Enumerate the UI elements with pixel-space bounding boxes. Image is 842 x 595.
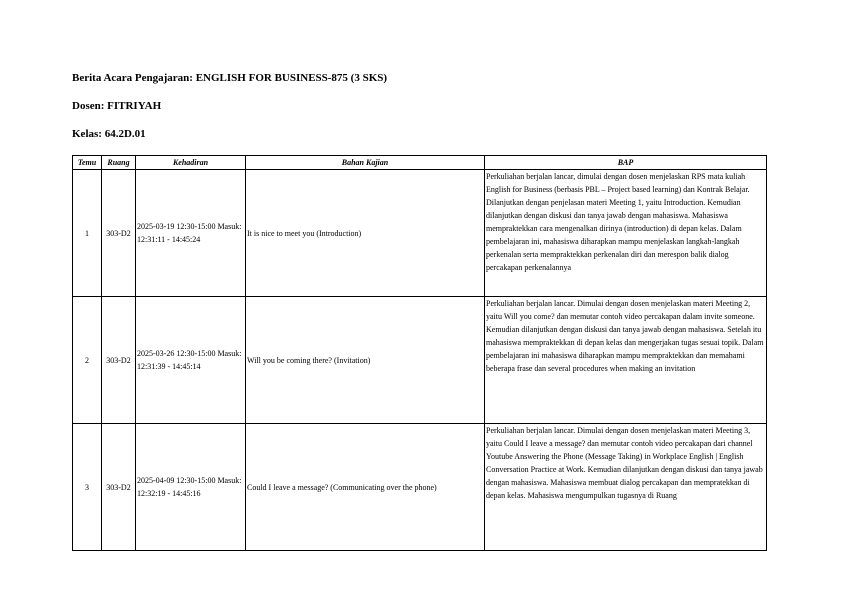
cell-kehadiran: 2025-03-26 12:30-15:00 Masuk: 12:31:39 - 14:45:14 bbox=[136, 297, 246, 424]
column-header-kehadiran: Kehadiran bbox=[136, 156, 246, 170]
cell-ruang: 303-D2 bbox=[102, 297, 136, 424]
cell-ruang: 303-D2 bbox=[102, 424, 136, 551]
bap-text: Perkuliahan berjalan lancar. Dimulai dengan dosen menjelaskan materi Meeting 3, yaitu Could I leave a message? dan memutar contoh video percakapan dari channel Youtube Answering the Phone (Message Taking) in Workplace English | English Conversation Practice at Work. Kemudian dilanjutkan dengan diskusi dan tanya jawab dengan mahasiswa. Mahasiswa membuat dialog percakapan dan mempratekkan di depan kelas. Mahasiswa mengumpulkan tugasnya di Ruang bbox=[486, 426, 763, 500]
column-header-temu: Temu bbox=[73, 156, 102, 170]
cell-bap bbox=[485, 170, 767, 297]
cell-bap bbox=[485, 424, 767, 551]
bap-table bbox=[72, 155, 767, 551]
cell-bahan-kajian: Could I leave a message? (Communicating over the phone) bbox=[246, 424, 485, 551]
cell-ruang: 303-D2 bbox=[102, 170, 136, 297]
cell-kehadiran: 2025-04-09 12:30-15:00 Masuk: 12:32:19 - 14:45:16 bbox=[136, 424, 246, 551]
document-title: Berita Acara Pengajaran: ENGLISH FOR BUSINESS-875 (3 SKS) bbox=[72, 72, 388, 84]
table-row bbox=[73, 424, 767, 551]
cell-temu: 1 bbox=[73, 170, 102, 297]
table-row bbox=[73, 297, 767, 424]
cell-temu: 2 bbox=[73, 297, 102, 424]
class-label: Kelas: 64.2D.01 bbox=[72, 128, 146, 140]
cell-bahan-kajian: Will you be coming there? (Invitation) bbox=[246, 297, 485, 424]
table-header-row bbox=[73, 156, 767, 170]
lecturer-label: Dosen: FITRIYAH bbox=[72, 100, 162, 112]
cell-kehadiran: 2025-03-19 12:30-15:00 Masuk: 12:31:11 - 14:45:24 bbox=[136, 170, 246, 297]
cell-bahan-kajian: It is nice to meet you (Introduction) bbox=[246, 170, 485, 297]
column-header-bap: BAP bbox=[485, 156, 767, 170]
cell-temu: 3 bbox=[73, 424, 102, 551]
cell-bap bbox=[485, 297, 767, 424]
column-header-ruang: Ruang bbox=[102, 156, 136, 170]
bap-text: Perkuliahan berjalan lancar. Dimulai dengan dosen menjelaskan materi Meeting 2, yaitu Will you come? dan memutar contoh video percakapan dalam invite someone. Kemudian dilanjutkan dengan diskusi dan tanya jawab dengan mahasiswa. Setelah itu mahasiswa mempraktekkan di depan kelas dan mengerjakan tugas sesuai topik. Dalam pembelajaran ini mahasiswa diharapkan mampu mempraktekkan dan memahami beberapa frase dan several procedures when making an invitation bbox=[486, 299, 764, 373]
bap-text: Perkuliahan berjalan lancar, dimulai dengan dosen menjelaskan RPS mata kuliah English for Business (berbasis PBL – Project based learning) dan Kontrak Belajar. Dilanjutkan dengan penjelasan materi Meeting 1, yaitu Introduction. Kemudian dilanjutkan dengan diskusi dan tanya jawab dengan mahasiswa. Mahasiswa mempraktekkan cara mengenalkan dirinya (introduction) di depan kelas. Dalam pembelajaran ini, mahasiswa diharapkan mampu menjelaskan langkah-langkah perkenalan serta mempraktekkan perkenalan diri dan merespon balik dialog percakapan perkenalannya bbox=[486, 172, 750, 272]
column-header-bahan-kajian: Bahan Kajian bbox=[246, 156, 485, 170]
table-row bbox=[73, 170, 767, 297]
